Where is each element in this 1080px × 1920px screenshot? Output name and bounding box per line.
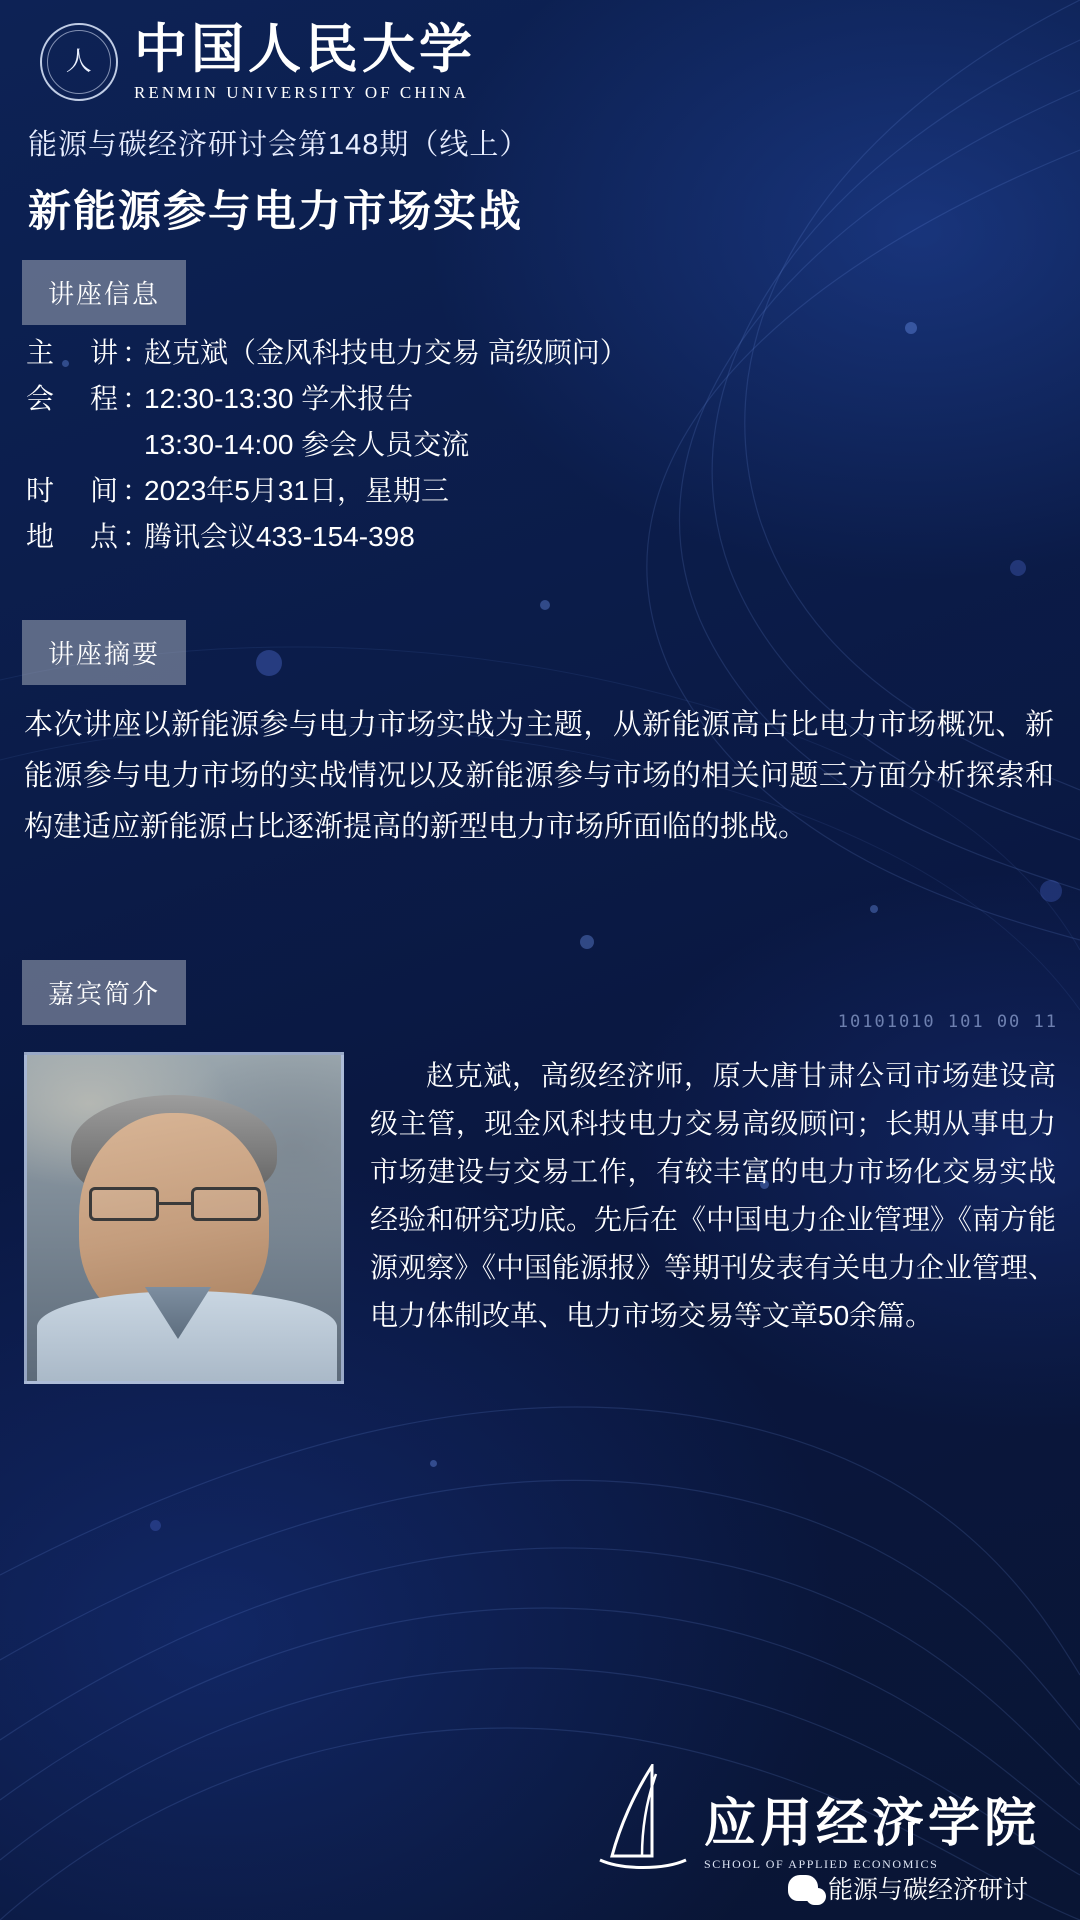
schedule-label: 会 程： — [26, 383, 155, 414]
section-tag-guest: 嘉宾简介 — [22, 960, 186, 1025]
school-name-en: SCHOOL OF APPLIED ECONOMICS — [703, 1857, 939, 1871]
place-label: 地 点： — [26, 521, 155, 552]
seal-glyph: 人 — [65, 47, 93, 78]
info-row-date — [26, 468, 1036, 514]
info-row-place — [26, 514, 1036, 560]
school-logo — [594, 1764, 1040, 1872]
guest-photo — [24, 1052, 344, 1384]
section-tag-abstract: 讲座摘要 — [22, 620, 186, 685]
sail-icon — [594, 1764, 690, 1872]
seminar-series-label: 能源与碳经济研讨会第148期（线上） — [28, 129, 530, 161]
date-value: 2023年5月31日，星期三 — [144, 475, 450, 506]
date-label: 时 间： — [26, 475, 155, 506]
place-value: 腾讯会议433-154-398 — [144, 521, 415, 552]
university-logo — [40, 18, 476, 103]
schedule-value-secondary: 13:30-14:00 参会人员交流 — [144, 429, 470, 460]
university-name-en: RENMIN UNIVERSITY OF CHINA — [134, 82, 469, 102]
page-title: 新能源参与电力市场实战 — [28, 188, 523, 236]
guest-bio — [370, 1052, 1056, 1340]
wechat-account — [788, 1870, 1028, 1906]
info-row-speaker — [26, 330, 1036, 376]
abstract-text: 本次讲座以新能源参与电力市场实战为主题，从新能源高占比电力市场概况、新能源参与电力市场的实战情况以及新能源参与市场的相关问题三方面分析探索和构建适应新能源占比逐渐提高的新型电力市场所面临的挑战。 — [24, 709, 1054, 843]
guest-bio-text: 赵克斌，高级经济师，原大唐甘肃公司市场建设高级主管，现金风科技电力交易高级顾问；长期从事电力市场建设与交易工作，有较丰富的电力市场化交易实战经验和研究功底。先后在《中国电力企业管理》《南方能源观察》《中国能源报》等期刊发表有关电力企业管理、电力体制改革、电力市场交易等文章50余篇。 — [370, 1060, 1057, 1331]
schedule-value: 12:30-13:30 学术报告 — [144, 383, 414, 414]
binary-decoration: 10101010 101 00 11 — [837, 1012, 1058, 1032]
guest-block — [24, 1052, 1056, 1384]
info-row-schedule — [26, 376, 1036, 422]
wechat-account-name: 能源与碳经济研讨 — [827, 1876, 1028, 1904]
speaker-label: 主 讲： — [26, 337, 155, 368]
speaker-value: 赵克斌（金风科技电力交易 高级顾问） — [144, 337, 628, 368]
school-name-cn: 应用经济学院 — [703, 1793, 1040, 1854]
section-tag-lecture-info: 讲座信息 — [22, 260, 186, 325]
wechat-icon — [788, 1875, 818, 1901]
lecture-info-block — [26, 330, 1036, 560]
university-seal-icon — [40, 23, 118, 101]
university-name-cn: 中国人民大学 — [134, 18, 476, 80]
